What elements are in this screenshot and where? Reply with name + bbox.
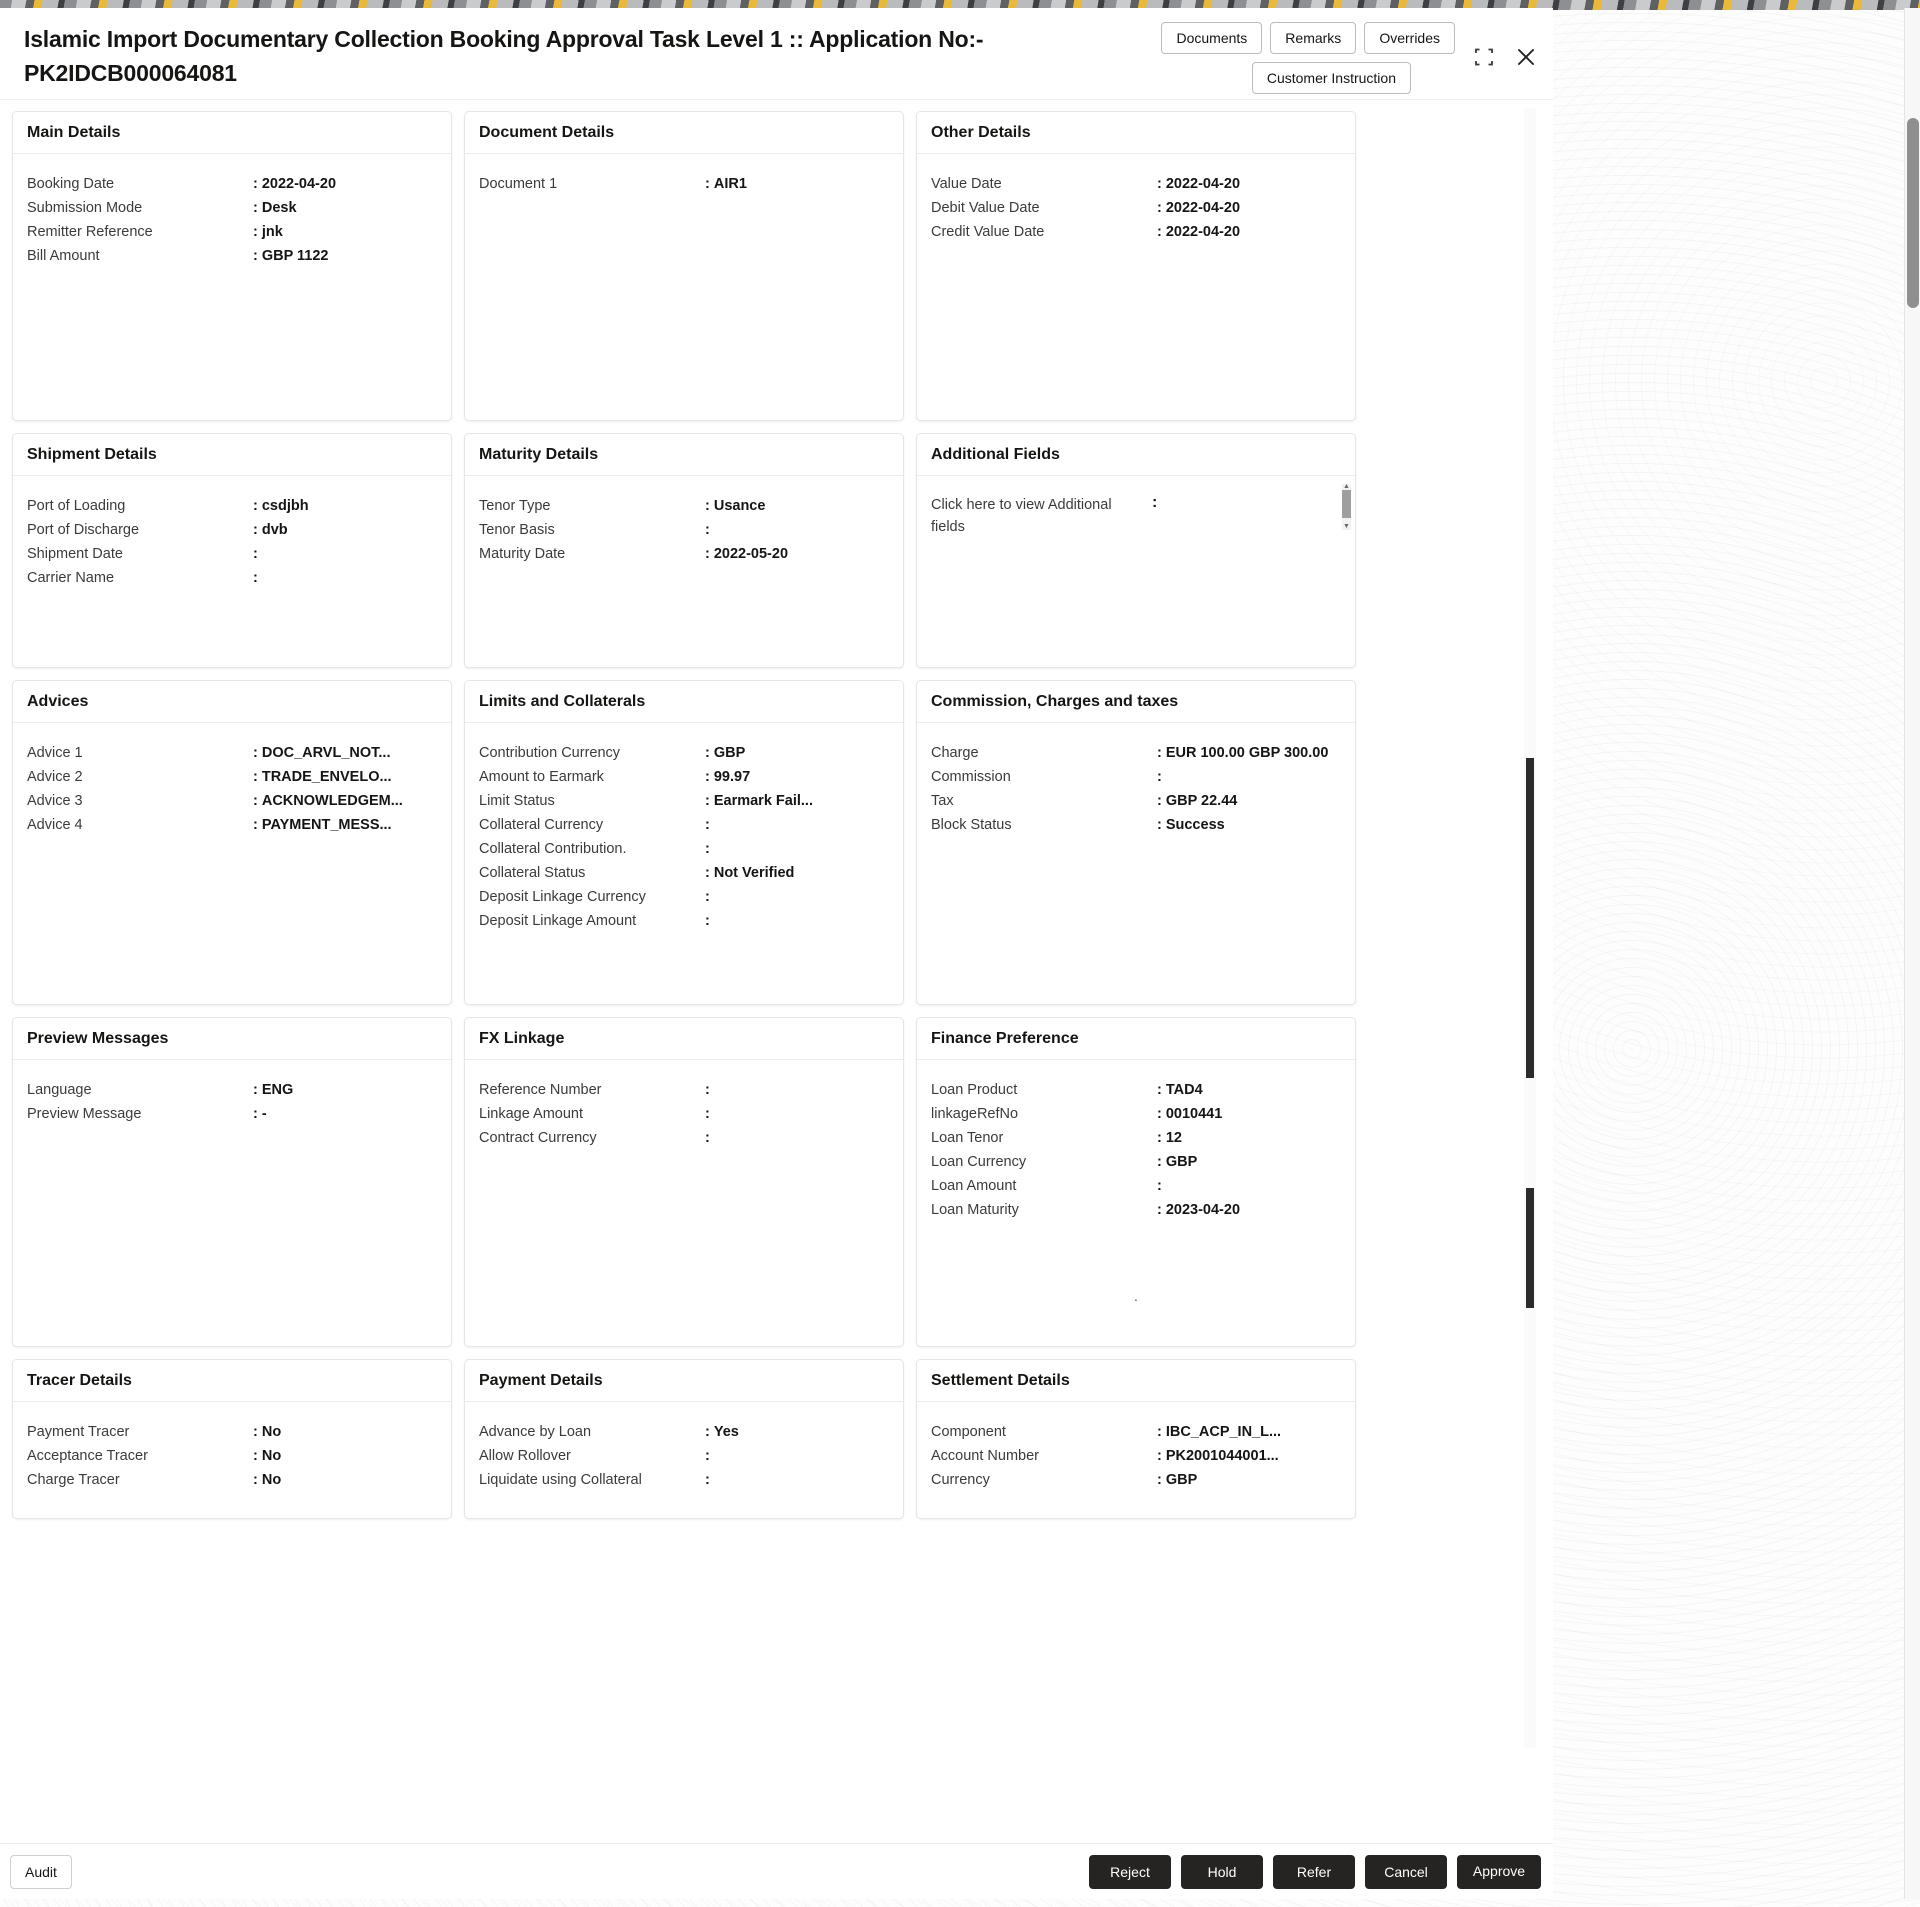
field-row bbox=[27, 765, 437, 789]
card-body bbox=[917, 723, 1355, 845]
card-advices bbox=[12, 680, 452, 1005]
field-label: Value Date bbox=[931, 176, 1002, 192]
field-label: Loan Amount bbox=[931, 1178, 1017, 1194]
field-value: : bbox=[705, 522, 710, 538]
field-value: : Desk bbox=[253, 200, 297, 216]
additional-fields-link[interactable] bbox=[931, 494, 1341, 538]
refer-button[interactable]: Refer bbox=[1273, 1855, 1355, 1889]
card-body bbox=[917, 1060, 1355, 1312]
field-value: : PAYMENT_MESS... bbox=[253, 817, 392, 833]
field-value: : Earmark Fail... bbox=[705, 793, 813, 809]
field-label: Tenor Type bbox=[479, 498, 551, 514]
field-row bbox=[27, 518, 437, 542]
audit-button[interactable]: Audit bbox=[10, 1855, 72, 1889]
cards-grid bbox=[12, 111, 1541, 1519]
field-label: Deposit Linkage Amount bbox=[479, 913, 637, 929]
field-label: Document 1 bbox=[479, 176, 558, 192]
card-title: Finance Preference bbox=[917, 1018, 1355, 1060]
card-title: Limits and Collaterals bbox=[465, 681, 903, 723]
window-controls bbox=[1473, 46, 1537, 73]
field-label: Advice 4 bbox=[27, 817, 83, 833]
field-row bbox=[27, 244, 437, 268]
field-row bbox=[27, 196, 437, 220]
card-payment-details bbox=[464, 1359, 904, 1519]
field-value: : bbox=[1157, 769, 1162, 785]
field-label: Language bbox=[27, 1082, 92, 1098]
card-preview-messages bbox=[12, 1017, 452, 1347]
field-label: Collateral Status bbox=[479, 865, 586, 881]
field-label: linkageRefNo bbox=[931, 1106, 1019, 1122]
field-label: Amount to Earmark bbox=[479, 769, 604, 785]
field-row bbox=[931, 1198, 1341, 1222]
collapse-icon[interactable] bbox=[1473, 46, 1495, 73]
field-label: Collateral Currency bbox=[479, 817, 604, 833]
header-button-group bbox=[1035, 22, 1455, 94]
field-row bbox=[931, 1126, 1341, 1150]
card-body bbox=[13, 154, 451, 276]
field-row bbox=[931, 813, 1341, 837]
field-label: Deposit Linkage Currency bbox=[479, 889, 646, 905]
overrides-button[interactable]: Overrides bbox=[1364, 22, 1455, 54]
field-row bbox=[931, 220, 1341, 244]
card-body bbox=[465, 1402, 903, 1500]
scrollbar-thumb[interactable] bbox=[1342, 490, 1351, 518]
field-value: : 2022-04-20 bbox=[253, 176, 337, 192]
field-value: : Success bbox=[1157, 817, 1225, 833]
page-title: Islamic Import Documentary Collection Booking Approval Task Level 1 :: Application No:- PK2IDCB000064081 bbox=[24, 26, 984, 86]
card-body bbox=[465, 154, 903, 204]
card-other-details bbox=[916, 111, 1356, 421]
card-document-details bbox=[464, 111, 904, 421]
approve-button[interactable]: Approve bbox=[1457, 1855, 1541, 1889]
field-label: Advice 1 bbox=[27, 745, 83, 761]
card-fx-linkage bbox=[464, 1017, 904, 1347]
field-value: : bbox=[705, 1448, 710, 1464]
field-value: : bbox=[705, 1082, 710, 1098]
field-label: Loan Product bbox=[931, 1082, 1018, 1098]
field-value: : bbox=[1157, 1178, 1162, 1194]
field-row bbox=[27, 566, 437, 590]
field-row bbox=[27, 1444, 437, 1468]
field-label: Collateral Contribution. bbox=[479, 841, 627, 857]
card-title: Main Details bbox=[13, 112, 451, 154]
field-value: : GBP bbox=[705, 745, 746, 761]
field-value: : No bbox=[253, 1424, 282, 1440]
modal-header bbox=[0, 8, 1553, 100]
field-label: Tenor Basis bbox=[479, 522, 555, 538]
field-value: : bbox=[705, 841, 710, 857]
field-label: Loan Tenor bbox=[931, 1130, 1004, 1146]
field-row bbox=[931, 1078, 1341, 1102]
field-row bbox=[479, 765, 889, 789]
field-label: Advice 2 bbox=[27, 769, 83, 785]
field-row bbox=[479, 518, 889, 542]
window-scrollbar[interactable] bbox=[1904, 8, 1920, 1899]
scrollbar-thumb-secondary[interactable] bbox=[1526, 1188, 1534, 1308]
hold-button[interactable]: Hold bbox=[1181, 1855, 1263, 1889]
card-body bbox=[465, 723, 903, 941]
field-row bbox=[479, 861, 889, 885]
card-tracer-details bbox=[12, 1359, 452, 1519]
field-label: Debit Value Date bbox=[931, 200, 1040, 216]
card-title: Commission, Charges and taxes bbox=[917, 681, 1355, 723]
additional-fields-scrollbar[interactable] bbox=[1342, 484, 1351, 530]
field-row bbox=[27, 220, 437, 244]
card-body bbox=[465, 476, 903, 574]
field-value: : AIR1 bbox=[705, 176, 747, 192]
card-title: Shipment Details bbox=[13, 434, 451, 476]
scroll-up-arrow-icon[interactable]: ▲ bbox=[1343, 483, 1350, 490]
field-row bbox=[479, 1468, 889, 1492]
field-value: : bbox=[705, 1130, 710, 1146]
field-label: Port of Loading bbox=[27, 498, 126, 514]
field-label: Remitter Reference bbox=[27, 224, 153, 240]
field-row bbox=[27, 172, 437, 196]
card-title: Settlement Details bbox=[917, 1360, 1355, 1402]
field-value: : No bbox=[253, 1472, 282, 1488]
field-label: Currency bbox=[931, 1472, 990, 1488]
field-row bbox=[479, 1102, 889, 1126]
field-value: : DOC_ARVL_NOT... bbox=[253, 745, 391, 761]
card-shipment-details bbox=[12, 433, 452, 668]
field-label: Liquidate using Collateral bbox=[479, 1472, 642, 1488]
field-row bbox=[479, 1444, 889, 1468]
card-body bbox=[465, 1060, 903, 1158]
card-body bbox=[917, 476, 1355, 546]
field-label: Loan Currency bbox=[931, 1154, 1027, 1170]
field-label: Loan Maturity bbox=[931, 1202, 1019, 1218]
remarks-button[interactable]: Remarks bbox=[1270, 22, 1356, 54]
field-label: Linkage Amount bbox=[479, 1106, 583, 1122]
field-row bbox=[931, 789, 1341, 813]
card-body bbox=[13, 723, 451, 845]
field-row bbox=[931, 1150, 1341, 1174]
field-row bbox=[479, 837, 889, 861]
field-value: : 2022-04-20 bbox=[1157, 200, 1241, 216]
cards-scroll-area[interactable] bbox=[0, 101, 1553, 1843]
field-label: Acceptance Tracer bbox=[27, 1448, 148, 1464]
field-row bbox=[479, 813, 889, 837]
field-value: : 2022-04-20 bbox=[1157, 224, 1241, 240]
field-value: : bbox=[253, 546, 258, 562]
field-label: Shipment Date bbox=[27, 546, 123, 562]
card-body bbox=[13, 476, 451, 598]
close-icon[interactable] bbox=[1515, 46, 1537, 73]
card-settlement-details bbox=[916, 1359, 1356, 1519]
field-label: Account Number bbox=[931, 1448, 1039, 1464]
card-title: Payment Details bbox=[465, 1360, 903, 1402]
field-label: Component bbox=[931, 1424, 1006, 1440]
field-row bbox=[27, 741, 437, 765]
additional-fields-note: Click here to view Additional fields bbox=[931, 497, 1112, 535]
field-label: Submission Mode bbox=[27, 200, 143, 216]
finance-preference-trailing-dot: . bbox=[1134, 1288, 1138, 1304]
field-value: : csdjbh bbox=[253, 498, 309, 514]
cancel-button[interactable]: Cancel bbox=[1365, 1855, 1447, 1889]
card-body bbox=[917, 1402, 1355, 1500]
field-label: Booking Date bbox=[27, 176, 115, 192]
field-value: : PK2001044001... bbox=[1157, 1448, 1279, 1464]
field-value: : GBP 1122 bbox=[253, 248, 329, 264]
documents-button[interactable]: Documents bbox=[1161, 22, 1262, 54]
field-value: : GBP bbox=[1157, 1154, 1198, 1170]
field-value: : TRADE_ENVELO... bbox=[253, 769, 392, 785]
field-label: Block Status bbox=[931, 817, 1012, 833]
field-row bbox=[931, 172, 1341, 196]
field-value: : TAD4 bbox=[1157, 1082, 1203, 1098]
field-value: : bbox=[705, 817, 710, 833]
field-value: : 2022-05-20 bbox=[705, 546, 789, 562]
field-row bbox=[931, 1420, 1341, 1444]
field-row bbox=[479, 1126, 889, 1150]
field-row bbox=[479, 494, 889, 518]
card-title: Preview Messages bbox=[13, 1018, 451, 1060]
scroll-down-arrow-icon[interactable]: ▼ bbox=[1343, 523, 1350, 530]
field-value: : jnk bbox=[253, 224, 283, 240]
field-label: Charge bbox=[931, 745, 979, 761]
field-label: Maturity Date bbox=[479, 546, 566, 562]
field-value: : 2023-04-20 bbox=[1157, 1202, 1241, 1218]
field-value: : 99.97 bbox=[705, 769, 751, 785]
field-row bbox=[931, 1468, 1341, 1492]
field-value: : dvb bbox=[253, 522, 288, 538]
field-row bbox=[27, 1468, 437, 1492]
field-row bbox=[931, 765, 1341, 789]
field-value: : 12 bbox=[1157, 1130, 1182, 1146]
field-label: Limit Status bbox=[479, 793, 555, 809]
field-label: Charge Tracer bbox=[27, 1472, 120, 1488]
card-title: Maturity Details bbox=[465, 434, 903, 476]
field-value: : Yes bbox=[705, 1424, 739, 1440]
card-limits-and-collaterals bbox=[464, 680, 904, 1005]
card-title: Advices bbox=[13, 681, 451, 723]
field-label: Carrier Name bbox=[27, 570, 115, 586]
card-body bbox=[13, 1402, 451, 1500]
task-modal bbox=[0, 8, 1553, 1899]
card-title: Tracer Details bbox=[13, 1360, 451, 1402]
field-value: : bbox=[705, 913, 710, 929]
field-row bbox=[27, 1102, 437, 1126]
field-label: Preview Message bbox=[27, 1106, 142, 1122]
field-label: Contribution Currency bbox=[479, 745, 621, 761]
field-value: : GBP bbox=[1157, 1472, 1198, 1488]
field-row bbox=[27, 813, 437, 837]
field-row bbox=[931, 741, 1341, 765]
field-row bbox=[479, 1420, 889, 1444]
card-maturity-details bbox=[464, 433, 904, 668]
field-row bbox=[479, 885, 889, 909]
card-main-details bbox=[12, 111, 452, 421]
footer-action-buttons bbox=[1089, 1855, 1543, 1889]
card-additional-fields bbox=[916, 433, 1356, 668]
field-value: : ACKNOWLEDGEM... bbox=[253, 793, 403, 809]
card-commission-charges-taxes bbox=[916, 680, 1356, 1005]
field-value: : - bbox=[253, 1106, 267, 1122]
field-row bbox=[931, 196, 1341, 220]
additional-fields-colon: : bbox=[1152, 494, 1158, 511]
field-label: Commission bbox=[931, 769, 1011, 785]
field-row bbox=[931, 1444, 1341, 1468]
field-row bbox=[27, 1420, 437, 1444]
field-value: : No bbox=[253, 1448, 282, 1464]
field-value: : Usance bbox=[705, 498, 766, 514]
scrollbar-thumb[interactable] bbox=[1526, 758, 1534, 1078]
field-row bbox=[27, 542, 437, 566]
card-body bbox=[917, 154, 1355, 252]
field-value: : EUR 100.00 GBP 300.00 bbox=[1157, 745, 1329, 761]
field-row bbox=[479, 172, 889, 196]
field-label: Port of Discharge bbox=[27, 522, 140, 538]
card-body bbox=[13, 1060, 451, 1134]
field-row bbox=[479, 741, 889, 765]
field-label: Payment Tracer bbox=[27, 1424, 130, 1440]
card-title: Document Details bbox=[465, 112, 903, 154]
field-label: Contract Currency bbox=[479, 1130, 597, 1146]
card-title: Other Details bbox=[917, 112, 1355, 154]
field-row bbox=[27, 789, 437, 813]
field-label: Credit Value Date bbox=[931, 224, 1045, 240]
field-label: Reference Number bbox=[479, 1082, 602, 1098]
field-row bbox=[27, 1078, 437, 1102]
content-scrollbar[interactable] bbox=[1524, 108, 1536, 1748]
field-value: : 0010441 bbox=[1157, 1106, 1223, 1122]
field-label: Allow Rollover bbox=[479, 1448, 571, 1464]
field-label: Advance by Loan bbox=[479, 1424, 592, 1440]
field-row bbox=[931, 1102, 1341, 1126]
field-row bbox=[27, 494, 437, 518]
field-label: Bill Amount bbox=[27, 248, 100, 264]
modal-footer bbox=[0, 1843, 1553, 1899]
field-value: : Not Verified bbox=[705, 865, 795, 881]
field-value: : bbox=[705, 889, 710, 905]
field-value: : 2022-04-20 bbox=[1157, 176, 1241, 192]
field-value: : bbox=[705, 1472, 710, 1488]
field-label: Advice 3 bbox=[27, 793, 83, 809]
field-value: : ENG bbox=[253, 1082, 294, 1098]
field-row bbox=[479, 909, 889, 933]
field-value: : bbox=[253, 570, 258, 586]
field-label: Tax bbox=[931, 793, 954, 809]
field-value: : bbox=[705, 1106, 710, 1122]
reject-button[interactable]: Reject bbox=[1089, 1855, 1171, 1889]
field-row bbox=[479, 789, 889, 813]
card-title: FX Linkage bbox=[465, 1018, 903, 1060]
field-row bbox=[479, 1078, 889, 1102]
field-value: : IBC_ACP_IN_L... bbox=[1157, 1424, 1282, 1440]
card-finance-preference bbox=[916, 1017, 1356, 1347]
customer-instruction-button[interactable]: Customer Instruction bbox=[1252, 62, 1411, 94]
field-row bbox=[931, 1174, 1341, 1198]
card-title: Additional Fields bbox=[917, 434, 1355, 476]
field-row bbox=[479, 542, 889, 566]
field-value: : GBP 22.44 bbox=[1157, 793, 1238, 809]
scrollbar-thumb[interactable] bbox=[1907, 118, 1919, 308]
